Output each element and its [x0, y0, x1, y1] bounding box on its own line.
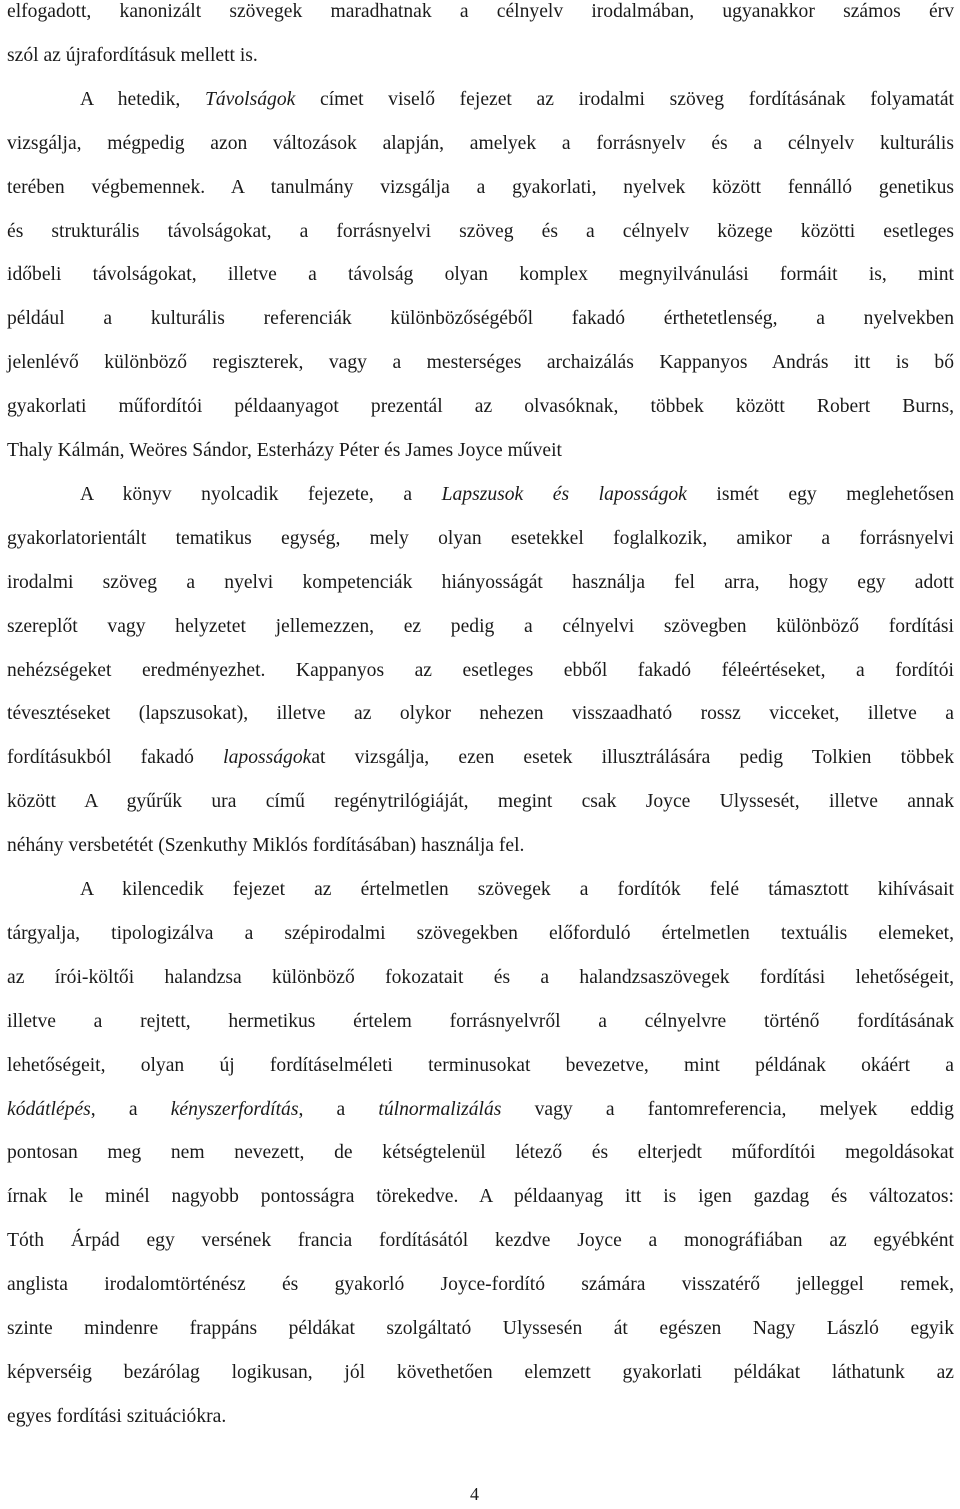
- text-line: [7, 1098, 954, 1122]
- text-segment: egyes fordítási szituációkra.: [7, 1405, 227, 1427]
- text-segment: szól az újrafordításuk mellett is.: [7, 44, 258, 66]
- text-line: [7, 1141, 954, 1165]
- text-segment: A hetedik,: [80, 88, 205, 110]
- text-segment: , a: [298, 1098, 379, 1120]
- text-line: [7, 1273, 954, 1297]
- text-line: [7, 1229, 954, 1253]
- text-segment: tévesztéseket (lapszusokat), illetve az olykor nehezen visszaadható rossz vicceket, illetve a: [7, 703, 954, 725]
- text-line: [7, 132, 954, 156]
- text-line: [7, 0, 954, 24]
- text-line: [7, 527, 954, 551]
- text-line: [7, 1405, 954, 1429]
- italic-text-segment: Távolságok: [204, 88, 296, 110]
- text-segment: pontosan meg nem nevezett, de kétségtelenül létező és elterjedt műfordítói megoldásokat: [7, 1142, 954, 1164]
- text-line: [7, 263, 954, 287]
- text-line: [7, 351, 954, 375]
- text-line: [80, 878, 954, 902]
- text-segment: az írói-költői halandzsa különböző fokozatait és a halandzsaszövegek fordítási lehetőségeit,: [7, 966, 954, 988]
- text-segment: gyakorlatorientált tematikus egység, mely olyan esetekkel foglalkozik, amikor a forrásnyelvi: [7, 527, 954, 549]
- text-line: [7, 571, 954, 595]
- text-segment: jelenlévő különböző regiszterek, vagy a mesterséges archaizálás Kappanyos András itt is bő: [7, 352, 954, 374]
- text-segment: illetve a rejtett, hermetikus értelem forrásnyelvről a célnyelvre történő fordításának: [7, 1010, 954, 1032]
- text-line: [7, 44, 954, 68]
- text-segment: írnak le minél nagyobb pontosságra törekedve. A példaanyag itt is igen gazdag és változatos:: [7, 1186, 954, 1208]
- italic-text-segment: kódátlépés: [7, 1098, 91, 1120]
- text-line: [7, 176, 954, 200]
- text-line: [7, 439, 954, 463]
- text-segment: vizsgálja, mégpedig azon változások alapján, amelyek a forrásnyelv és a célnyelv kulturális: [7, 132, 954, 154]
- text-segment: Thaly Kálmán, Weöres Sándor, Esterházy Péter és James Joyce műveit: [7, 440, 562, 461]
- text-segment: tárgyalja, tipologizálva a szépirodalmi szövegekben előforduló értelmetlen textuális elemeket,: [7, 922, 954, 944]
- text-segment: elfogadott, kanonizált szövegek maradhatnak a célnyelv irodalmában, ugyanakkor számos érv: [7, 1, 954, 22]
- text-segment: gyakorlati műfordítói példaanyagot prezentál az olvasóknak, többek között Robert Burns,: [7, 396, 954, 418]
- text-segment: nehézségeket eredményezhet. Kappanyos az esetleges ebből fakadó féleértéseket, a fordítói: [7, 659, 954, 681]
- text-line: [7, 922, 954, 946]
- text-segment: lehetőségeit, olyan új fordításelméleti terminusokat bevezetve, mint példának okáért a: [7, 1054, 954, 1076]
- text-line: [7, 790, 954, 814]
- page-number: 4: [470, 1484, 479, 1504]
- text-line: [7, 395, 954, 419]
- text-segment: például a kulturális referenciák különbözőségéből fakadó érthetetlenség, a nyelvekben: [7, 308, 954, 330]
- text-segment: fordításukból fakadó: [7, 747, 224, 769]
- text-line: [7, 659, 954, 683]
- text-segment: szereplőt vagy helyzetet jellemezzen, ez pedig a célnyelvi szövegben különböző fordítási: [7, 615, 954, 637]
- text-segment: címet viselő fejezet az irodalmi szöveg fordításának folyamatát: [295, 88, 954, 110]
- text-segment: szinte mindenre frappáns példákat szolgáltató Ulyssesén át egészen Nagy László egyik: [7, 1318, 954, 1339]
- text-segment: vagy a fantomreferencia, melyek eddig: [501, 1098, 954, 1120]
- italic-text-segment: Lapszusok és laposságok: [441, 483, 687, 505]
- text-segment: néhány versbetétét (Szenkuthy Miklós fordításában) használja fel.: [7, 835, 525, 857]
- text-segment: ismét egy meglehetősen: [686, 483, 954, 505]
- text-line: [7, 615, 954, 639]
- text-line: [7, 746, 954, 770]
- text-segment: A könyv nyolcadik fejezete, a: [80, 483, 442, 505]
- text-line: [7, 1010, 954, 1034]
- text-line: [80, 483, 954, 507]
- text-segment: anglista irodalomtörténész és gyakorló Joyce-fordító számára visszatérő jelleggel remek,: [7, 1274, 954, 1296]
- italic-text-segment: kényszerfordítás: [170, 1098, 299, 1120]
- text-segment: időbeli távolságokat, illetve a távolság olyan komplex megnyilvánulási formáit is, mint: [7, 264, 954, 286]
- text-segment: A kilencedik fejezet az értelmetlen szövegek a fordítók felé támasztott kihívásait: [80, 879, 954, 900]
- italic-text-segment: túlnormalizálás: [378, 1098, 502, 1120]
- text-line: [7, 834, 954, 858]
- text-line: [7, 220, 954, 244]
- text-line: [7, 1054, 954, 1078]
- text-line: [7, 307, 954, 331]
- text-line: [7, 702, 954, 726]
- text-segment: képverséig bezárólag logikusan, jól követhetően elemzett gyakorlati példákat láthatunk az: [7, 1361, 954, 1383]
- text-line: [7, 966, 954, 990]
- italic-text-segment: laposságok: [223, 747, 312, 769]
- text-segment: irodalmi szöveg a nyelvi kompetenciák hiányosságát használja fel arra, hogy egy adott: [7, 571, 954, 593]
- text-segment: at vizsgálja, ezen esetek illusztrálására pedig Tolkien többek: [311, 747, 954, 769]
- text-line: [80, 88, 954, 112]
- text-line: [7, 1185, 954, 1209]
- text-line: [7, 1361, 954, 1385]
- text-segment: Tóth Árpád egy versének francia fordításától kezdve Joyce a monográfiában az egyébként: [7, 1230, 954, 1252]
- text-segment: között A gyűrűk ura című regénytrilógiáját, megint csak Joyce Ulyssesét, illetve annak: [7, 791, 954, 813]
- text-segment: terében végbemennek. A tanulmány vizsgálja a gyakorlati, nyelvek között fennálló genetikus: [7, 176, 954, 198]
- text-line: [7, 1317, 954, 1341]
- text-segment: , a: [90, 1098, 171, 1120]
- text-segment: és strukturális távolságokat, a forrásnyelvi szöveg és a célnyelv közege közötti esetleges: [7, 220, 954, 242]
